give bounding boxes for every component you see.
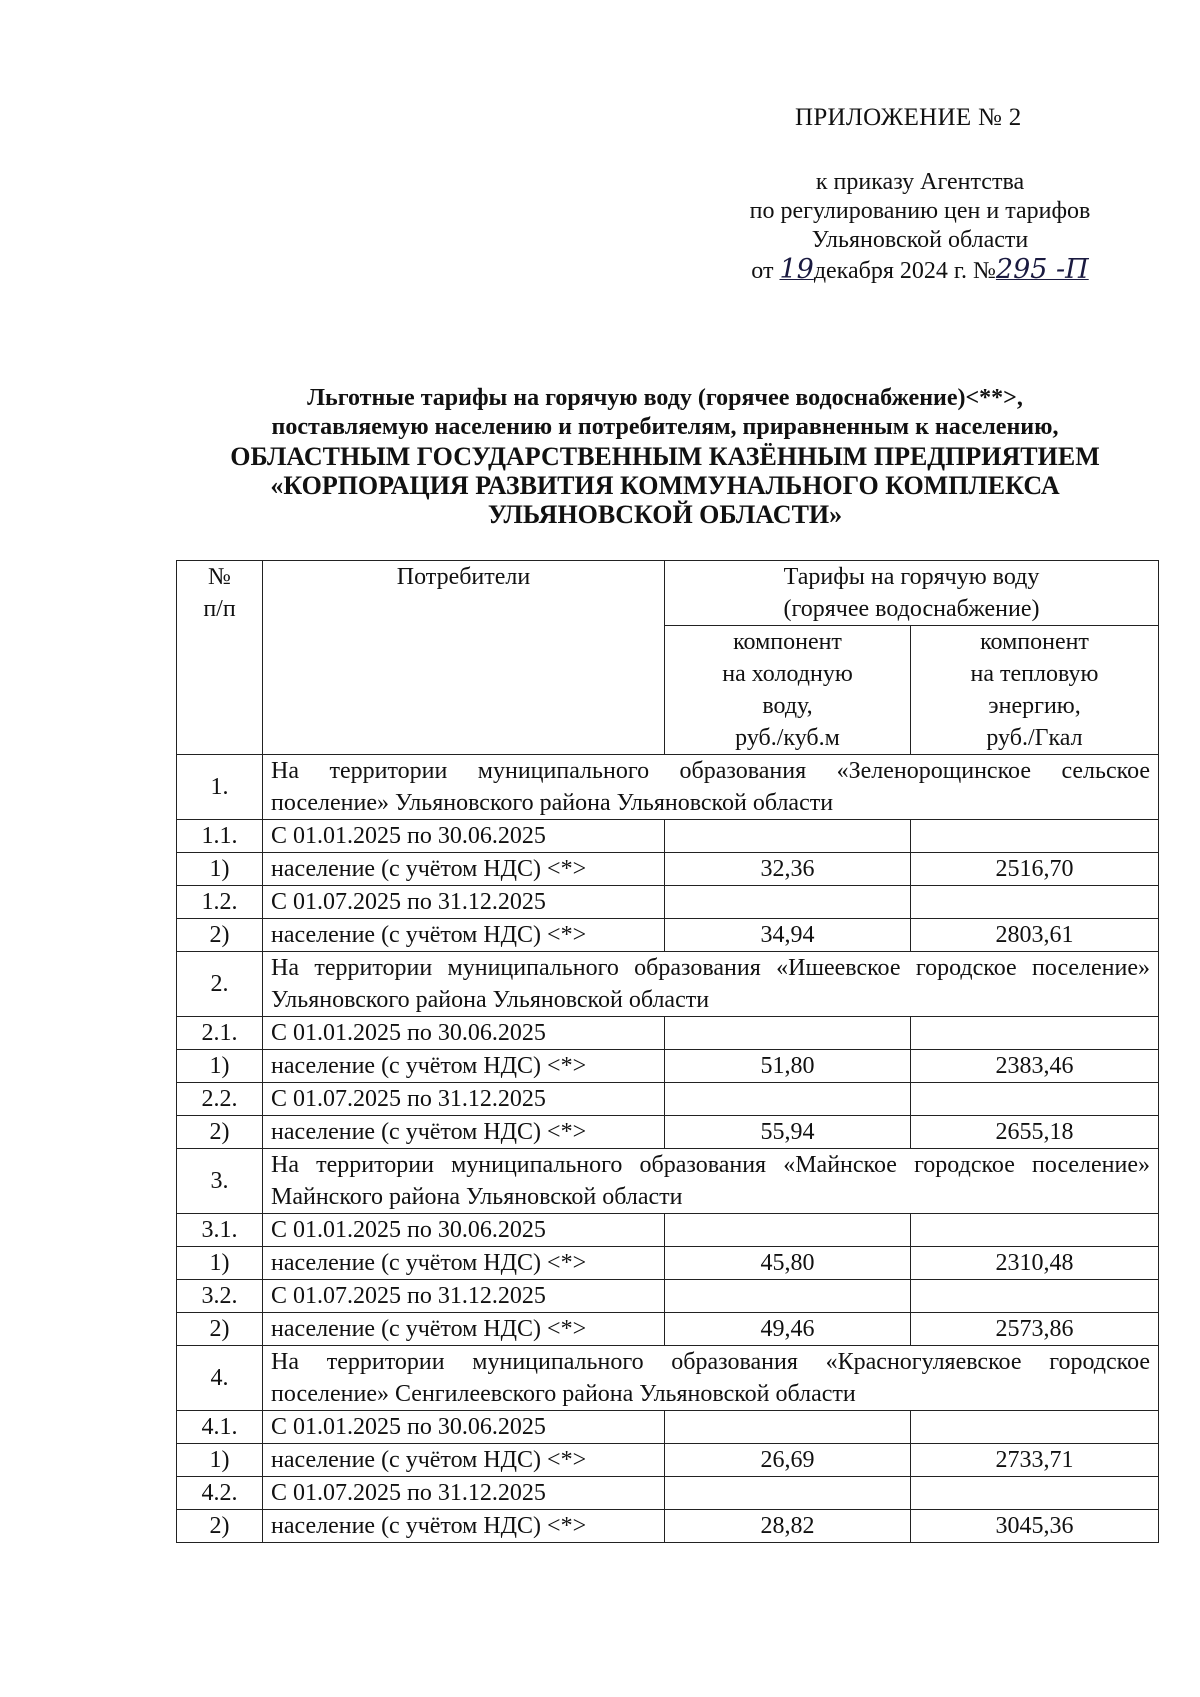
title-line-4: «КОРПОРАЦИЯ РАЗВИТИЯ КОММУНАЛЬНОГО КОМПЛЕКСА [270,471,1060,500]
header-tariffs-line-1: Тарифы на горячую воду [783,564,1040,590]
order-ref-line-2: по регулированию цен и тарифов [749,198,1091,224]
section-territory: На территории муниципального образования «Зеленорощинское сельское поселение» Ульяновского района Ульяновской области [263,755,1159,820]
header-heat-line-4: руб./Гкал [986,725,1083,751]
table-row-section [177,1346,1159,1411]
heat-energy-value: 2733,71 [911,1444,1159,1477]
table-row-period [177,820,1159,853]
cold-water-value: 55,94 [665,1116,911,1149]
table-row-section [177,952,1159,1017]
empty-cell [911,886,1159,919]
order-reference [700,168,1140,286]
table-row-period [177,1280,1159,1313]
header-cold-line-2: на холодную [722,661,853,687]
item-number: 1) [177,1247,263,1280]
period-range: С 01.07.2025 по 31.12.2025 [263,1083,665,1116]
table-row-item [177,1444,1159,1477]
item-number: 2) [177,1313,263,1346]
header-cold-line-3: воду, [762,693,813,719]
period-range: С 01.01.2025 по 30.06.2025 [263,1017,665,1050]
appendix-label: ПРИЛОЖЕНИЕ № 2 [795,104,1022,131]
empty-cell [911,1083,1159,1116]
empty-cell [665,1411,911,1444]
period-number: 2.2. [177,1083,263,1116]
table-row-item [177,853,1159,886]
empty-cell [911,1280,1159,1313]
empty-cell [665,1214,911,1247]
cold-water-value: 34,94 [665,919,911,952]
header-heat-line-2: на тепловую [970,661,1099,687]
item-number: 2) [177,919,263,952]
item-consumer: население (с учётом НДС) <*> [263,1444,665,1477]
cold-water-value: 26,69 [665,1444,911,1477]
item-consumer: население (с учётом НДС) <*> [263,853,665,886]
section-territory: На территории муниципального образования «Красногуляевское городское поселение» Сенгилеевского района Ульяновской области [263,1346,1159,1411]
empty-cell [911,1411,1159,1444]
date-rest: декабря 2024 г. № [813,258,996,284]
empty-cell [665,1280,911,1313]
item-number: 1) [177,853,263,886]
table-row-period [177,886,1159,919]
item-number: 2) [177,1116,263,1149]
section-number: 3. [177,1149,263,1214]
item-number: 2) [177,1510,263,1543]
header-consumers: Потребители [263,561,665,755]
title-line-5: УЛЬЯНОВСКОЙ ОБЛАСТИ» [487,500,843,529]
period-range: С 01.07.2025 по 31.12.2025 [263,1280,665,1313]
order-ref-line-3: Ульяновской области [811,227,1029,253]
table-row-period [177,1214,1159,1247]
header-heat-line-1: компонент [980,629,1089,655]
date-prefix: от [751,258,774,284]
table-row-item [177,1116,1159,1149]
empty-cell [911,1017,1159,1050]
handwritten-order-number: 295 -П [995,254,1089,285]
table-row-period [177,1411,1159,1444]
heat-energy-value: 2573,86 [911,1313,1159,1346]
cold-water-value: 45,80 [665,1247,911,1280]
item-consumer: население (с учётом НДС) <*> [263,1050,665,1083]
item-consumer: население (с учётом НДС) <*> [263,1247,665,1280]
period-number: 1.2. [177,886,263,919]
cold-water-value: 28,82 [665,1510,911,1543]
cold-water-value: 51,80 [665,1050,911,1083]
empty-cell [911,1214,1159,1247]
header-tariffs [665,561,1159,626]
table-row-period [177,1083,1159,1116]
empty-cell [665,820,911,853]
period-range: С 01.07.2025 по 31.12.2025 [263,886,665,919]
header-number-line-2: п/п [203,596,236,622]
item-consumer: население (с учётом НДС) <*> [263,1116,665,1149]
item-number: 1) [177,1050,263,1083]
table-row-item [177,1313,1159,1346]
table-row-item [177,1247,1159,1280]
period-number: 4.1. [177,1411,263,1444]
heat-energy-value: 2383,46 [911,1050,1159,1083]
period-number: 2.1. [177,1017,263,1050]
table-row-period [177,1017,1159,1050]
header-cold-water-component [665,626,911,755]
period-number: 3.2. [177,1280,263,1313]
item-number: 1) [177,1444,263,1477]
cold-water-value: 32,36 [665,853,911,886]
empty-cell [911,1477,1159,1510]
table-row-item [177,919,1159,952]
heat-energy-value: 2803,61 [911,919,1159,952]
document-title [180,384,1150,529]
table-row-section [177,755,1159,820]
empty-cell [911,820,1159,853]
empty-cell [665,1083,911,1116]
handwritten-day: 19 [779,254,814,285]
heat-energy-value: 2310,48 [911,1247,1159,1280]
item-consumer: население (с учётом НДС) <*> [263,1313,665,1346]
period-range: С 01.07.2025 по 31.12.2025 [263,1477,665,1510]
order-date-line [700,255,1140,286]
header-tariffs-line-2: (горячее водоснабжение) [783,596,1040,622]
header-number-line-1: № [208,564,231,590]
item-consumer: население (с учётом НДС) <*> [263,919,665,952]
period-number: 3.1. [177,1214,263,1247]
period-range: С 01.01.2025 по 30.06.2025 [263,1411,665,1444]
period-range: С 01.01.2025 по 30.06.2025 [263,820,665,853]
heat-energy-value: 3045,36 [911,1510,1159,1543]
empty-cell [665,886,911,919]
tariffs-table [176,560,1159,1543]
period-range: С 01.01.2025 по 30.06.2025 [263,1214,665,1247]
table-row-item [177,1510,1159,1543]
table-row-section [177,1149,1159,1214]
section-number: 1. [177,755,263,820]
section-territory: На территории муниципального образования «Майнское городское поселение» Майнского района Ульяновской области [263,1149,1159,1214]
order-ref-line-1: к приказу Агентства [815,169,1025,195]
header-heat-line-3: энергию, [988,693,1081,719]
title-line-1: Льготные тарифы на горячую воду (горячее водоснабжение)<**>, [307,385,1023,411]
table-row-period [177,1477,1159,1510]
empty-cell [665,1477,911,1510]
section-territory: На территории муниципального образования «Ишеевское городское поселение» Ульяновского района Ульяновской области [263,952,1159,1017]
title-line-2: поставляемую населению и потребителям, приравненным к населению, [271,414,1059,440]
item-consumer: население (с учётом НДС) <*> [263,1510,665,1543]
heat-energy-value: 2655,18 [911,1116,1159,1149]
table-row-item [177,1050,1159,1083]
cold-water-value: 49,46 [665,1313,911,1346]
period-number: 1.1. [177,820,263,853]
heat-energy-value: 2516,70 [911,853,1159,886]
header-cold-line-1: компонент [733,629,842,655]
title-line-3: ОБЛАСТНЫМ ГОСУДАРСТВЕННЫМ КАЗЁННЫМ ПРЕДПРИЯТИЕМ [230,442,1100,471]
header-number [177,561,263,755]
period-number: 4.2. [177,1477,263,1510]
empty-cell [665,1017,911,1050]
section-number: 4. [177,1346,263,1411]
header-cold-line-4: руб./куб.м [735,725,840,751]
section-number: 2. [177,952,263,1017]
header-heat-energy-component [911,626,1159,755]
